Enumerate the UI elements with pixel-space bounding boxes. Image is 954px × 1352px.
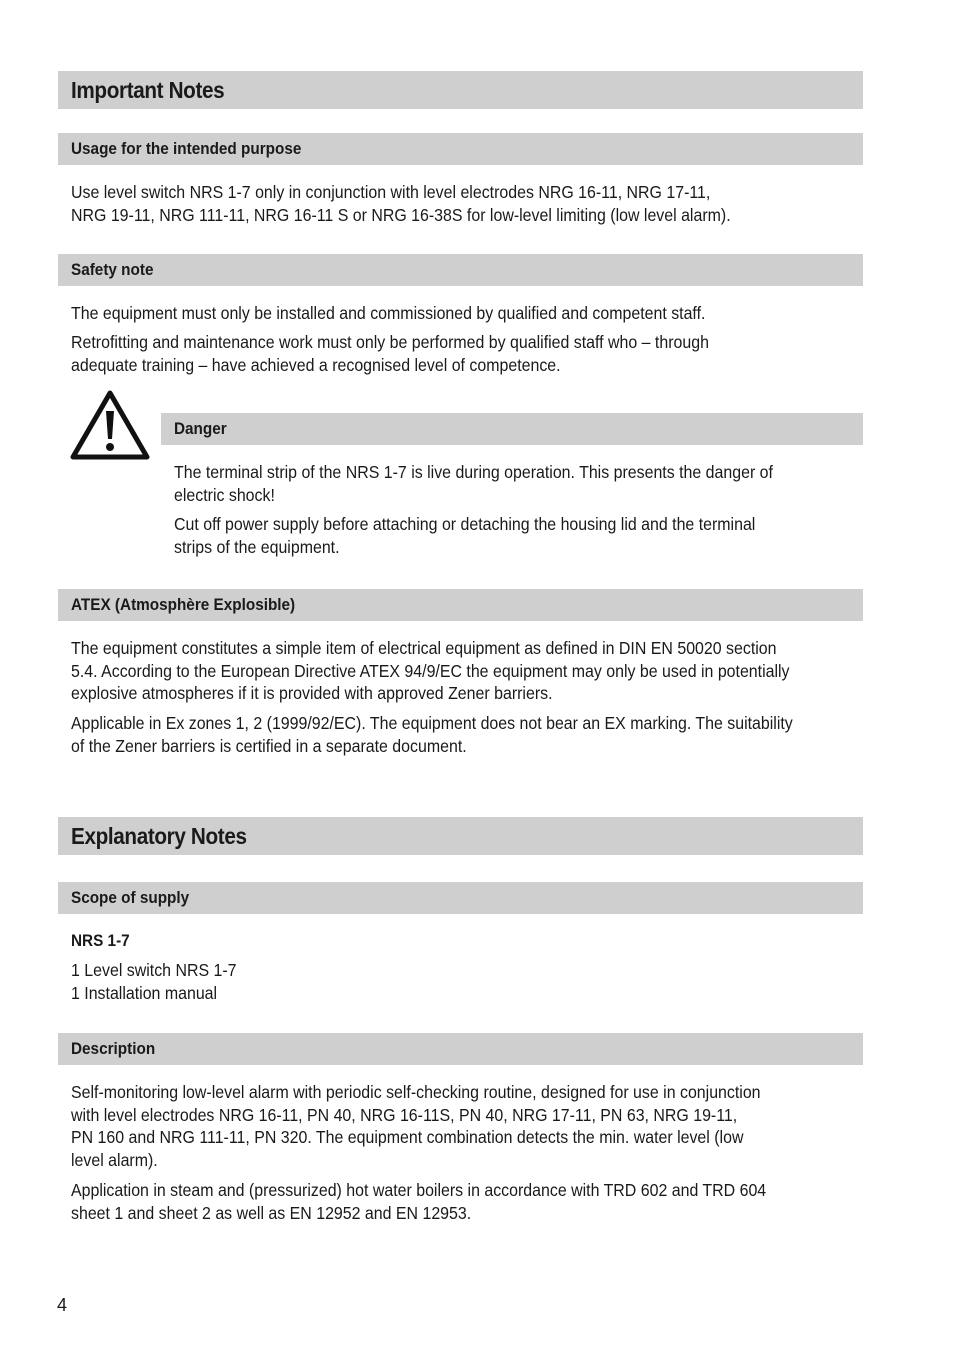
heading-scope-of-supply xyxy=(58,882,863,914)
atex-paragraph-2 xyxy=(71,712,871,757)
section-title-text: Explanatory Notes xyxy=(71,822,247,849)
text-line: Cut off power supply before attaching or detaching the housing lid and the terminal xyxy=(174,514,756,534)
text-line: level alarm). xyxy=(71,1149,158,1170)
text-line: adequate training – have achieved a recognised level of competence. xyxy=(71,354,561,375)
text-line: with level electrodes NRG 16-11, PN 40, NRG 16-11S, PN 40, NRG 17-11, PN 63, NRG 19-11, xyxy=(71,1104,738,1125)
text-line: The equipment must only be installed and commissioned by qualified and competent staff. xyxy=(71,303,706,323)
scope-items xyxy=(71,959,871,1004)
text-line: PN 160 and NRG 111-11, PN 320. The equipment combination detects the min. water level (low xyxy=(71,1127,744,1147)
subheading-text: NRS 1-7 xyxy=(71,931,130,950)
text-line: Retrofitting and maintenance work must only be performed by qualified staff who – through xyxy=(71,332,709,352)
description-paragraph-2 xyxy=(71,1179,871,1224)
section-title-text: Important Notes xyxy=(71,76,225,103)
text-line: sheet 1 and sheet 2 as well as EN 12952 and EN 12953. xyxy=(71,1202,472,1223)
text-line: 5.4. According to the European Directive ATEX 94/9/EC the equipment may only be used in potentially xyxy=(71,660,790,681)
atex-paragraph-1 xyxy=(71,637,871,705)
list-item: 1 Installation manual xyxy=(71,982,218,1003)
text-line: NRG 19-11, NRG 111-11, NRG 16-11 S or NRG 16-38S for low-level limiting (low level alarm). xyxy=(71,204,731,225)
heading-text: Scope of supply xyxy=(71,888,190,907)
heading-text: Description xyxy=(71,1039,156,1058)
text-line: Application in steam and (pressurized) hot water boilers in accordance with TRD 602 and TRD 604 xyxy=(71,1180,767,1200)
page-number: 4 xyxy=(57,1295,68,1315)
heading-danger xyxy=(161,413,863,445)
list-item: 1 Level switch NRS 1-7 xyxy=(71,960,237,980)
text-line: Use level switch NRS 1-7 only in conjunction with level electrodes NRG 16-11, NRG 17-11, xyxy=(71,182,711,202)
text-line: strips of the equipment. xyxy=(174,536,340,557)
usage-paragraph xyxy=(71,181,871,226)
section-title-important-notes xyxy=(58,71,863,109)
text-line: Self-monitoring low-level alarm with periodic self-checking routine, designed for use in conjunction xyxy=(71,1082,761,1102)
safety-paragraph-2 xyxy=(71,331,871,376)
danger-paragraph-1 xyxy=(174,461,864,506)
text-line: of the Zener barriers is certified in a separate document. xyxy=(71,735,467,756)
text-line: explosive atmospheres if it is provided with approved Zener barriers. xyxy=(71,683,553,703)
description-paragraph-1 xyxy=(71,1081,871,1171)
section-title-explanatory-notes xyxy=(58,817,863,855)
heading-atex xyxy=(58,589,863,621)
text-line: The terminal strip of the NRS 1-7 is live during operation. This presents the danger of xyxy=(174,462,773,482)
heading-text: Safety note xyxy=(71,260,154,279)
text-line: The equipment constitutes a simple item of electrical equipment as defined in DIN EN 50020 section xyxy=(71,638,777,658)
heading-text: Usage for the intended purpose xyxy=(71,139,302,158)
heading-description xyxy=(58,1033,863,1065)
danger-paragraph-2 xyxy=(174,513,864,558)
safety-paragraph-1 xyxy=(71,302,871,325)
warning-triangle-icon xyxy=(69,389,151,462)
heading-safety-note xyxy=(58,254,863,286)
text-line: Applicable in Ex zones 1, 2 (1999/92/EC). The equipment does not bear an EX marking. The suitability xyxy=(71,713,793,733)
text-line: electric shock! xyxy=(174,484,275,505)
heading-usage xyxy=(58,133,863,165)
heading-text: Danger xyxy=(174,419,227,438)
heading-text: ATEX (Atmosphère Explosible) xyxy=(71,595,296,614)
scope-subheading xyxy=(71,931,136,951)
